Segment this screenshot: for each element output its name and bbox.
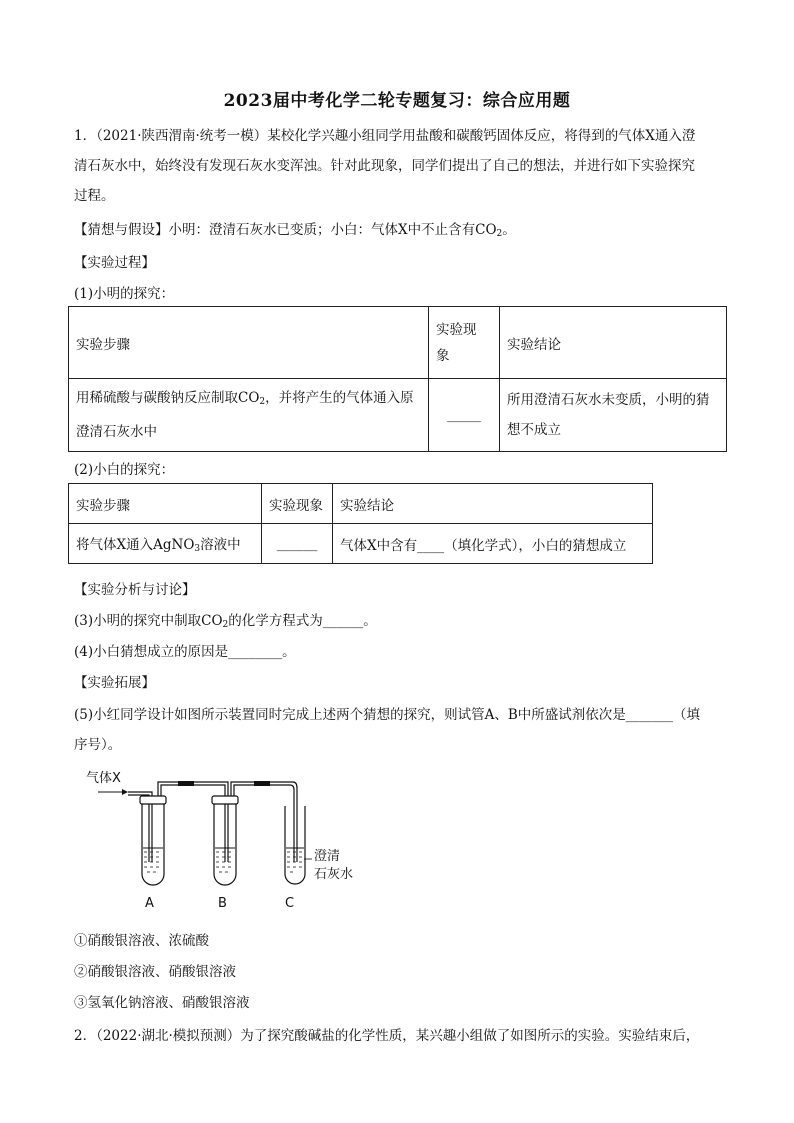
cell-text: 溶液中 [200,537,241,553]
q1-intro-line-2: 清石灰水中，始终没有发现石灰水变浑浊。针对此现象，同学们提出了自己的想法，并进行如下实验探究 [74,158,695,174]
table-cell [69,379,429,452]
header-cell: 实验结论 [333,484,653,524]
q5-text: （填 [673,707,701,723]
option-1: ①硝酸银溶液、浓硫酸 [74,933,209,949]
q3-sub: 2 [222,620,229,630]
q5-text: (5)小红同学设计如图所示装置同时完成上述两个猜想的探究，则试管A、B中所盛试剂依次是 [74,707,626,723]
header-cell: 实验步骤 [69,307,429,379]
answer-blank[interactable]: _____ [429,379,500,452]
table-cell [500,379,727,452]
test-tube-c [285,782,312,884]
process-heading: 【实验过程】 [74,255,155,271]
header-text: 实验现 [436,321,477,338]
q1-intro-line-3: 过程。 [74,188,115,204]
page-title: 2023届中考化学二轮专题复习：综合应用题 [223,91,571,111]
tube-label-c: C [285,896,295,911]
q2-intro-line-1: 2．（2022·湖北·模拟预测）为了探究酸碱盐的化学性质，某兴趣小组做了如图所示的实验。实验结束后， [74,1028,700,1044]
q4-end: 。 [282,644,296,660]
analysis-heading: 【实验分析与讨论】 [74,582,196,598]
cell-text: ，并将产生的气体通入原 [265,390,414,406]
option-2: ②硝酸银溶液、硝酸银溶液 [74,964,236,980]
header-cell [429,307,500,379]
q3-end: 。 [363,613,377,629]
q4-text: (4)小白猜想成立的原因是 [74,644,229,660]
limewater-label-1: 澄清 [314,849,341,864]
cell-sub: 2 [259,397,266,407]
hypothesis-sub: 2 [496,229,503,239]
extension-heading: 【实验拓展】 [74,675,155,691]
tube-label-b: B [218,896,227,911]
header-text: 象 [436,347,450,364]
question-4 [74,640,724,660]
answer-blank[interactable]: ____ [417,537,445,554]
cell-text: 将气体X通入AgNO [76,537,195,553]
apparatus-figure [78,762,378,920]
tube-label-a: A [145,896,154,911]
table-row [69,484,653,524]
question-3 [74,609,724,630]
table-row [69,307,727,379]
header-cell: 实验步骤 [69,484,262,524]
answer-blank[interactable]: _______ [625,707,674,723]
table-xiaoming [68,306,727,452]
table-cell [69,524,262,564]
table-row [69,379,727,452]
cell-sub: 3 [194,544,201,554]
cell-text: （填化学式），小白的猜想成立 [444,537,627,554]
header-cell: 实验现象 [262,484,333,524]
hypothesis-end: 。 [502,222,516,238]
q3-text: 的化学方程式为 [228,613,323,629]
answer-blank[interactable]: ______ [322,613,364,629]
hypothesis-text: 【猜想与假设】小明：澄清石灰水已变质；小白：气体X中不止含有CO [74,222,497,238]
q1-hypothesis [74,218,724,239]
cell-text: 用稀硫酸与碳酸钠反应制取CO [76,390,260,406]
table-cell [333,524,653,564]
part-2-label: (2)小白的探究： [74,462,175,478]
question-5-line-2: 序号）。 [74,737,122,753]
q3-text: (3)小明的探究中制取CO [74,613,223,629]
part-1-label: (1)小明的探究： [74,286,175,302]
answer-blank[interactable]: ______ [262,524,333,564]
table-row [69,524,653,564]
option-3: ③氢氧化钠溶液、硝酸银溶液 [74,995,250,1011]
question-5-line-1 [74,703,724,723]
answer-blank[interactable]: ________ [228,644,283,660]
gas-x-label: 气体X [86,771,121,786]
cell-text: 想不成立 [507,422,561,438]
cell-text: 所用澄清石灰水未变质，小明的猜 [507,392,710,408]
limewater-label-2: 石灰水 [314,867,354,882]
table-xiaobai [68,483,653,564]
test-tube-b [212,782,293,885]
cell-text: 澄清石灰水中 [76,424,157,440]
header-cell: 实验结论 [500,307,727,379]
q1-intro-line-1: 1．（2021·陕西渭南·统考一模）某校化学兴趣小组同学用盐酸和碳酸钙固体反应，将得到的气体X通入澄 [74,128,696,144]
cell-text: 气体X中含有 [340,537,418,554]
